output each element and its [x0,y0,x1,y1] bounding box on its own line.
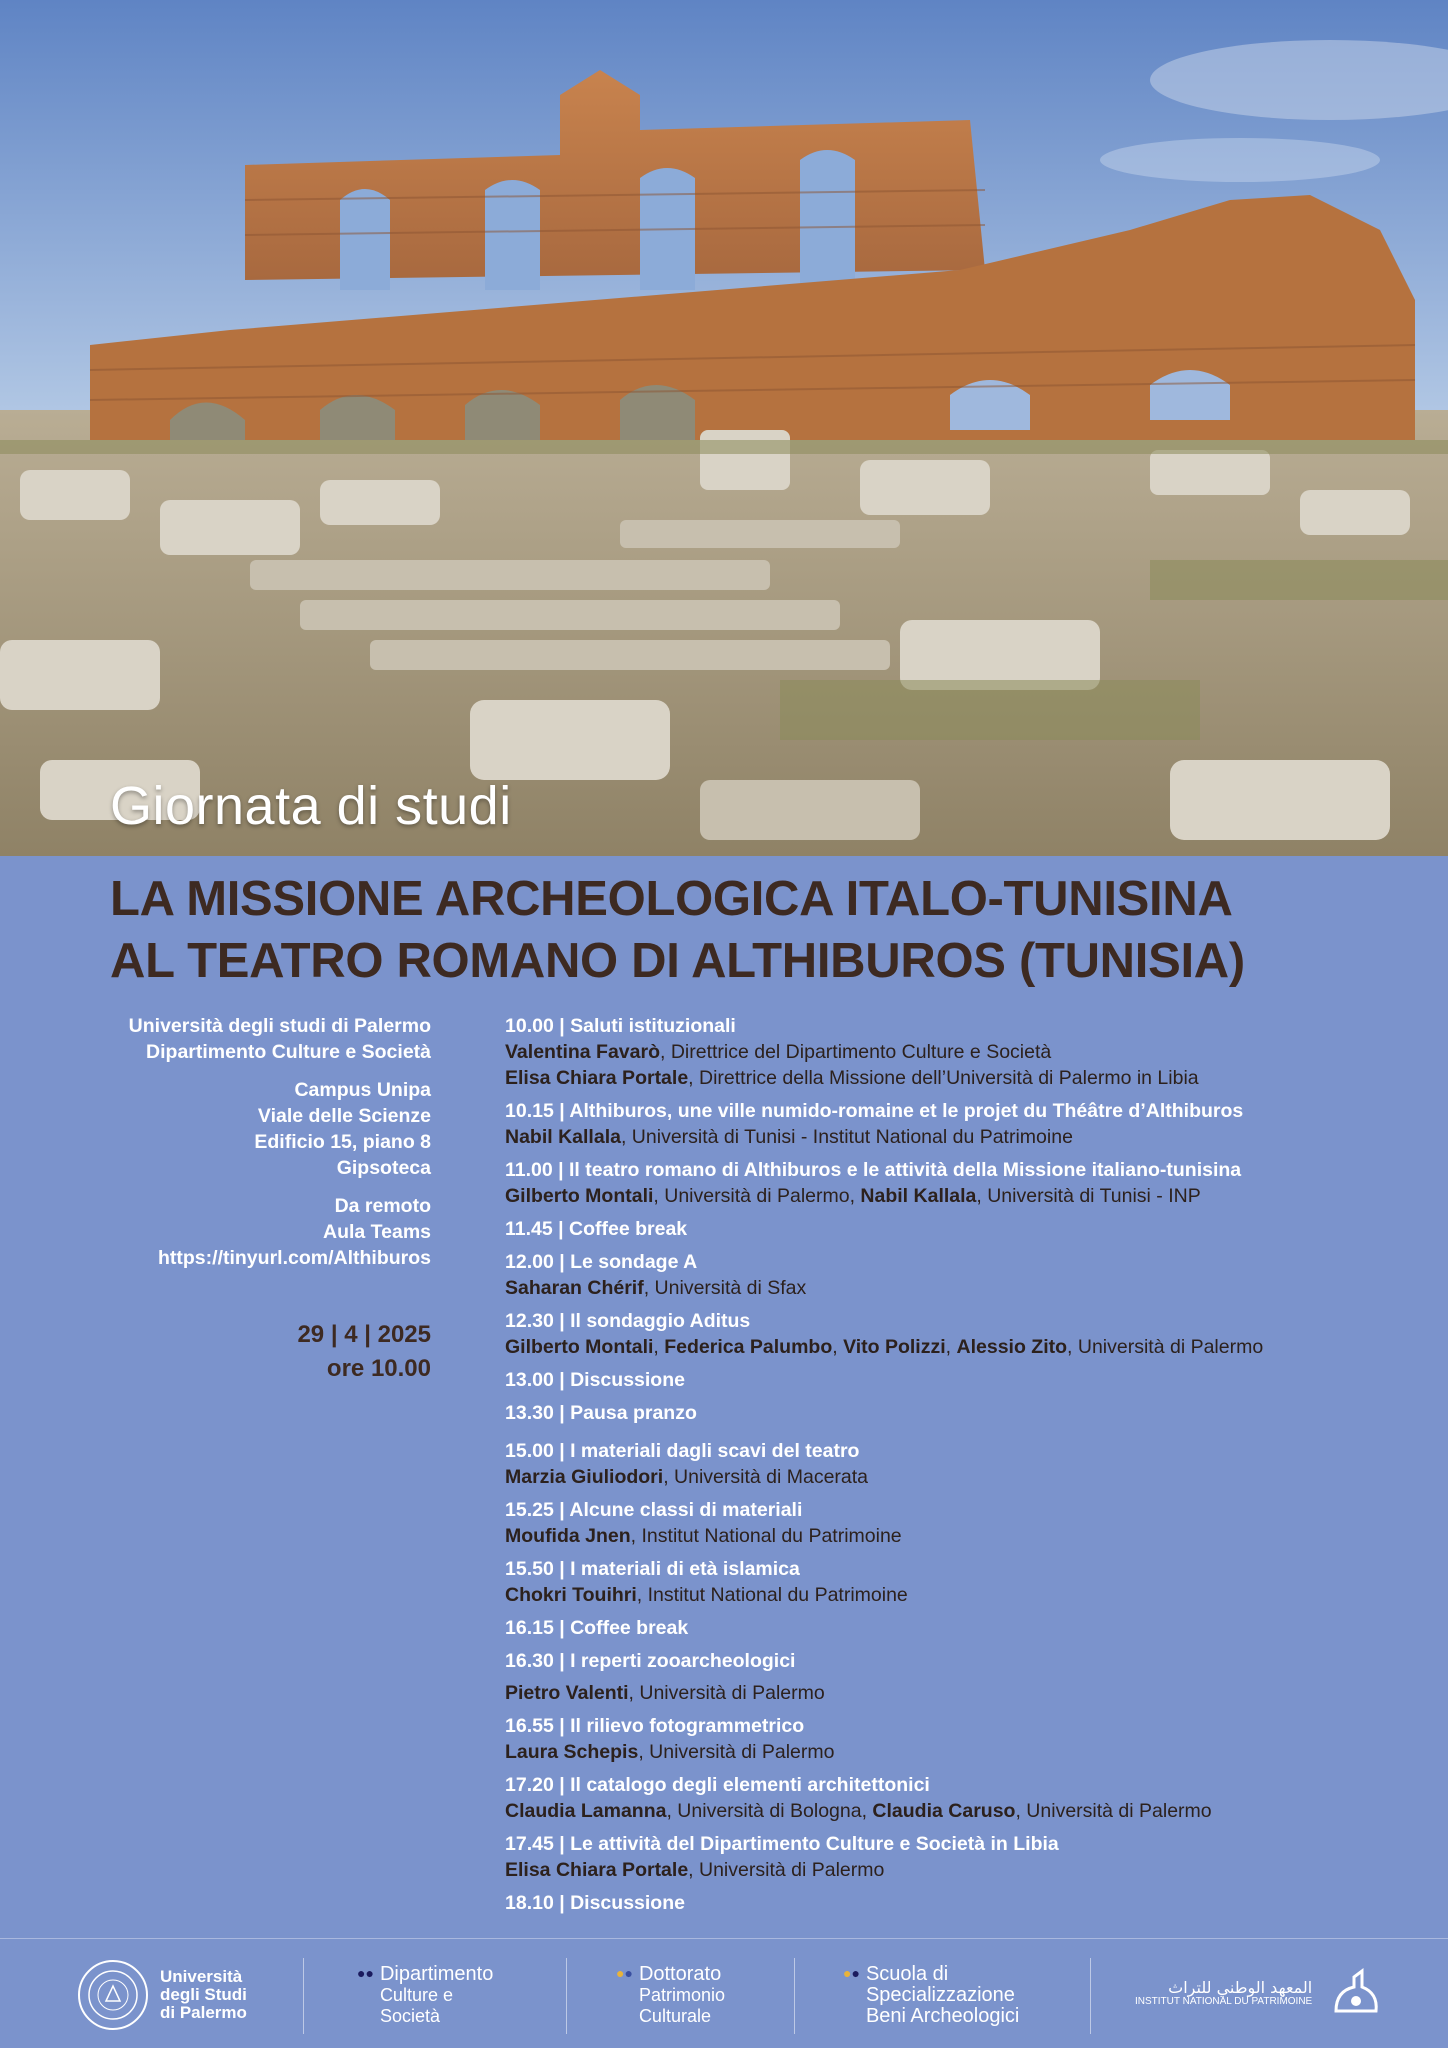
speaker-name: Moufida Jnen [505,1525,631,1547]
program-speakers [505,1334,1385,1360]
footer-logos [0,1950,1448,2040]
speaker-name: Marzia Giuliodori [505,1466,664,1488]
event-date-block [100,1318,431,1386]
program-entry-title: 10.00 | Saluti istituzionali [505,1015,736,1037]
speaker-affiliation: , Università di Macerata [663,1466,869,1488]
program-entry [505,1013,1385,1091]
ruins-illustration [0,0,1448,856]
scuola-name [866,1964,1019,2027]
event-time: ore 10.00 [326,1355,431,1382]
program-entry-title: 12.30 | Il sondaggio Aditus [505,1310,751,1332]
program-entry [505,1648,1385,1706]
speaker-name: Alessio Zito [956,1336,1068,1358]
program-entry [505,1438,1385,1490]
remote-line: Da remoto [334,1195,431,1217]
program-entry-title: 17.45 | Le attività del Dipartimento Culture e Società in Libia [505,1833,1059,1855]
program-list [505,1013,1385,1923]
dept-name-line: Culture e [379,1984,453,2005]
unipa-seal-icon [78,1960,148,2030]
program-entry-title: 15.25 | Alcune classi di materiali [505,1499,803,1521]
venue-line: Gipsoteca [336,1157,431,1179]
program-entry-title: 11.00 | Il teatro romano di Althiburos e le attività della Missione italiano-tunisina [505,1159,1242,1181]
speaker-affiliation: , Università di Tunisi - Institut National du Patrimoine [620,1126,1073,1148]
speaker-name: Saharan Chérif [505,1277,644,1299]
dottorato-name-line: Dottorato [638,1962,722,1985]
dept-name-line: Società [379,2005,440,2026]
speaker-name: Gilberto Montali [505,1336,654,1358]
program-entry-title: 10.15 | Althiburos, une ville numido-romaine et le projet du Théâtre d’Althiburos [505,1100,1244,1122]
speaker-name: Nabil Kallala [860,1185,977,1207]
venue-line: Edificio 15, piano 8 [254,1131,431,1153]
remote-block [100,1193,431,1271]
program-entry-title: 15.00 | I materiali dagli scavi del teatro [505,1440,860,1462]
program-entry-title: 16.30 | I reperti zooarcheologici [505,1650,796,1672]
organizer-block [100,1013,431,1065]
program-entry [505,1556,1385,1608]
speaker-name: Chokri Touihri [505,1584,637,1606]
program-entry [505,1216,1385,1242]
program-entry-title: 13.30 | Pausa pranzo [505,1402,697,1424]
program-speakers [505,1124,1385,1150]
unipa-name [160,1968,247,2022]
event-type-heading: Giornata di studi [110,776,512,836]
program-entry-title: 12.00 | Le sondage A [505,1251,698,1273]
title-line-1: LA MISSIONE ARCHEOLOGICA ITALO-TUNISINA [110,872,1233,926]
program-speakers [505,1065,1385,1091]
dept-name [380,1964,493,2027]
program-entry [505,1157,1385,1209]
program-speakers [505,1183,1385,1209]
speaker-name: Claudia Lamanna [505,1800,667,1822]
program-entry [505,1772,1385,1824]
venue-line: Viale delle Scienze [257,1105,431,1127]
speaker-affiliation: , Institut National du Patrimoine [630,1525,902,1547]
speaker-name: Laura Schepis [505,1741,639,1763]
unipa-name-line: di Palermo [160,2003,247,2022]
speaker-name: Federica Palumbo [664,1336,833,1358]
speaker-affiliation: , [832,1336,844,1358]
dottorato-name-line: Culturale [638,2005,711,2026]
speaker-affiliation: , Università di Sfax [643,1277,807,1299]
program-entry-title: 11.45 | Coffee break [505,1218,688,1240]
speaker-affiliation: , Università di Palermo [1015,1800,1212,1822]
program-speakers [505,1582,1385,1608]
program-entry [505,1831,1385,1883]
speaker-name: Pietro Valenti [505,1682,629,1704]
program-entry [505,1098,1385,1150]
speaker-name: Vito Polizzi [843,1336,946,1358]
dept-name-line: Dipartimento [379,1962,494,1985]
speaker-name: Elisa Chiara Portale [505,1859,689,1881]
dots-icon: ●● [843,1965,860,1981]
inp-name-french: INSTITUT NATIONAL DU PATRIMOINE [1135,1996,1313,2007]
venue-block [100,1077,431,1181]
program-speakers [505,1680,1385,1706]
program-speakers [505,1464,1385,1490]
program-entry [505,1615,1385,1641]
program-speakers [505,1523,1385,1549]
speaker-name: Nabil Kallala [505,1126,621,1148]
program-entry [505,1713,1385,1765]
program-speakers [505,1798,1385,1824]
inp-logo [1135,1950,1386,2040]
footer-divider [0,1938,1448,1939]
inp-name [1135,1978,1313,2009]
speaker-affiliation: , [653,1336,665,1358]
dept-logo [357,1950,493,2040]
speaker-affiliation: , [945,1336,957,1358]
speaker-affiliation: , Direttrice della Missione dell’Università di Palermo in Libia [688,1067,1199,1089]
organizer-line: Università degli studi di Palermo [128,1015,431,1037]
program-entry [505,1367,1385,1393]
speaker-name: Claudia Caruso [872,1800,1016,1822]
program-entry [505,1497,1385,1549]
speaker-affiliation: , Università di Palermo [638,1741,835,1763]
dots-icon: ●● [616,1965,633,1981]
dottorato-name [639,1964,725,2027]
unipa-name-line: degli Studi [160,1985,247,2004]
speaker-affiliation: , Direttrice del Dipartimento Culture e Società [659,1041,1052,1063]
scuola-name-line: Beni Archeologici [865,2004,1020,2027]
unipa-name-line: Università [160,1967,243,1986]
speaker-affiliation: , Università di Palermo [1067,1336,1264,1358]
speaker-affiliation: , Università di Palermo [688,1859,885,1881]
program-entry [505,1249,1385,1301]
teams-link[interactable]: https://tinyurl.com/Althiburos [158,1247,431,1269]
scuola-name-line: Specializzazione [865,1983,1015,2006]
program-entry [505,1308,1385,1360]
program-speakers [505,1739,1385,1765]
remote-line: Aula Teams [322,1221,431,1243]
speaker-name: Gilberto Montali [505,1185,654,1207]
theatre-photo [0,0,1448,856]
program-entry-title: 16.15 | Coffee break [505,1617,689,1639]
event-title [110,868,1350,992]
speaker-affiliation: , Università di Tunisi - INP [976,1185,1201,1207]
event-info [100,1013,431,1283]
event-date: 29 | 4 | 2025 [297,1321,431,1348]
title-line-2: AL TEATRO ROMANO DI ALTHIBUROS (TUNISIA) [110,934,1245,988]
program-entry-title: 17.20 | Il catalogo degli elementi architettonici [505,1774,930,1796]
scuola-name-line: Scuola di [865,1962,949,1985]
program-speakers [505,1857,1385,1883]
program-entry [505,1400,1385,1426]
unipa-logo [78,1950,247,2040]
program-speakers [505,1275,1385,1301]
speaker-affiliation: , Università di Palermo [628,1682,825,1704]
venue-line: Campus Unipa [294,1079,431,1101]
inp-emblem-icon [1326,1963,1386,2028]
dots-icon: ●● [357,1965,374,1981]
speaker-affiliation: , Institut National du Patrimoine [636,1584,908,1606]
program-speakers [505,1039,1385,1065]
dottorato-logo [616,1950,725,2040]
speaker-name: Valentina Favarò [505,1041,660,1063]
speaker-affiliation: , Università di Palermo, [653,1185,861,1207]
speaker-affiliation: , Università di Bologna, [666,1800,873,1822]
speaker-name: Elisa Chiara Portale [505,1067,689,1089]
scuola-logo [843,1950,1019,2040]
program-entry-title: 18.10 | Discussione [505,1892,685,1914]
inp-name-arabic: المعهد الوطني للتراث [1168,1978,1313,1997]
dottorato-name-line: Patrimonio [638,1984,725,2005]
program-entry-title: 15.50 | I materiali di età islamica [505,1558,800,1580]
program-entry-title: 13.00 | Discussione [505,1369,685,1391]
program-entry-title: 16.55 | Il rilievo fotogrammetrico [505,1715,805,1737]
program-entry [505,1890,1385,1916]
organizer-line: Dipartimento Culture e Società [146,1041,431,1063]
